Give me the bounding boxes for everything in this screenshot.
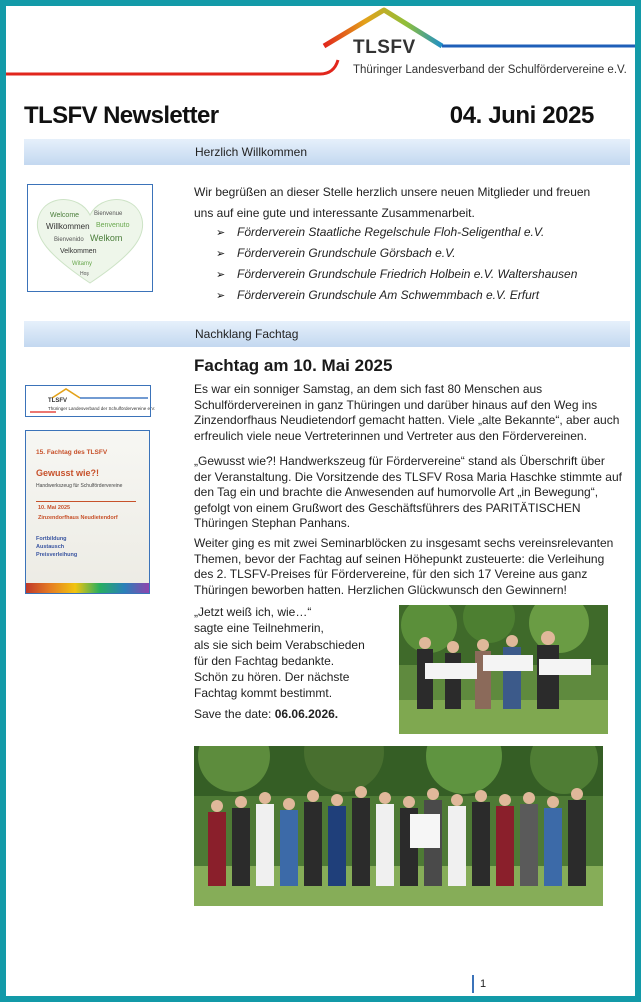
arrow-bullet-icon: ➢: [216, 227, 226, 239]
list-item: [216, 264, 577, 285]
welcome-intro-line1: Wir begrüßen an dieser Stelle herzlich unsere neuen Mitglieder und freuen: [194, 185, 591, 199]
mini-logo-long: Thüringer Landesverband der Schulfördervereine e.V.: [48, 406, 156, 411]
flyer-title: Gewusst wie?!: [36, 468, 100, 478]
svg-text:Bienvenue: Bienvenue: [94, 211, 123, 217]
flyer-date: 10. Mai 2025: [38, 505, 71, 511]
quote-line: für den Fachtag bedankte.: [194, 653, 335, 668]
fachtag-flyer: [25, 430, 150, 594]
quote-line: sagte eine Teilnehmerin,: [194, 621, 324, 636]
list-item: [216, 243, 577, 264]
svg-text:Benvenuto: Benvenuto: [96, 222, 130, 229]
section-label-fachtag: Nachklang Fachtag: [195, 327, 299, 341]
flyer-line: 15. Fachtag des TLSFV: [36, 449, 108, 456]
newsletter-date: 04. Juni 2025: [449, 102, 594, 129]
participant-quote: [194, 604, 384, 702]
save-the-date-label: Save the date:: [194, 707, 272, 721]
list-item: [216, 222, 577, 243]
heart-wordcloud-icon: [27, 184, 153, 292]
newsletter-title: TLSFV Newsletter: [24, 102, 219, 129]
section-label-welcome: Herzlich Willkommen: [195, 145, 308, 159]
save-the-date-value: 06.06.2026.: [274, 707, 339, 721]
fachtag-paragraph-2: „Gewusst wie?! Handwerkszeug für Fördervereine“ stand als Überschrift über der Veranstaltung. Die Vorsitzende des TLSFV Rosa Maria Haschke stimmte auf den Tag ein und brachte die Anwesenden auf humorvolle Art „in Bewegung“, gefolgt von einem Grußwort des Geschäftsführers des PARITÄTISCHEN Thüringen Stephan Panhans.: [194, 454, 622, 530]
member-name: Förderverein Grundschule Görsbach e.V.: [237, 246, 456, 260]
mini-logo-short: TLSFV: [48, 398, 67, 404]
arrow-bullet-icon: ➢: [216, 269, 226, 281]
quote-line: „Jetzt weiß ich, wie…“: [194, 605, 312, 619]
mini-logo-roof-icon: [26, 386, 150, 416]
svg-text:Velkommen: Velkommen: [60, 248, 97, 255]
svg-text:Hoş: Hoş: [80, 271, 89, 277]
quote-line: Fachtag kommt bestimmt.: [194, 686, 333, 701]
award-winners-photo: [399, 605, 608, 734]
svg-text:Bienvenido: Bienvenido: [54, 237, 84, 243]
member-name: Förderverein Grundschule Am Schwemmbach e.V. Erfurt: [237, 288, 540, 302]
quote-line: Schön zu hören. Der nächste: [194, 670, 350, 685]
flyer-topics: [36, 535, 77, 559]
save-the-date: [194, 707, 338, 721]
flyer-topic: Fortbildung: [36, 536, 67, 542]
svg-text:Willkommen: Willkommen: [46, 222, 90, 231]
arrow-bullet-icon: ➢: [216, 248, 226, 260]
svg-text:Witamy: Witamy: [72, 261, 92, 267]
member-name: Förderverein Grundschule Friedrich Holbein e.V. Waltershausen: [237, 267, 578, 281]
flyer-topic: Preisverleihung: [36, 552, 78, 558]
arrow-bullet-icon: ➢: [216, 290, 226, 302]
newsletter-page: [6, 6, 635, 996]
mini-logo: [25, 385, 156, 417]
welcome-intro: [194, 182, 614, 224]
fachtag-heading: Fachtag am 10. Mai 2025: [194, 356, 393, 375]
title-row: [24, 102, 594, 132]
flyer-rainbow-bar: [26, 583, 149, 593]
list-item: [216, 285, 577, 306]
section-band-welcome: [24, 139, 630, 165]
fachtag-paragraph-3: Weiter ging es mit zwei Seminarblöcken zu insgesamt sechs vereinsrelevanten Themen, bevor der Fachtag auf seinen Höhepunkt zusteuerte: die Verleihung des 2. TLSFV-Preises für Fördervereine, für den sich 17 Vereine aus ganz Thüringen beworben hatten. Herzlichen Glückwunsch den Gewinnern!: [194, 536, 614, 597]
fachtag-paragraph-1: Es war ein sonniger Samstag, an dem sich fast 80 Menschen aus Schulfördervereinen in ganz Thüringen und darüber hinaus auf den Weg ins Zinzendorfhaus Neudietendorf gemacht hatten. Viele „alte Bekannte“, aber auch erfreulich viele neue Vertreterinnen und Vertreter aus den Fördervereinen.: [194, 382, 620, 443]
svg-text:Welkom: Welkom: [90, 233, 123, 243]
new-members-list: [216, 222, 577, 306]
flyer-topic: Austausch: [36, 544, 65, 550]
welcome-intro-line2: uns auf eine gute und interessante Zusammenarbeit.: [194, 206, 475, 220]
header-org-short: TLSFV: [353, 37, 416, 58]
svg-text:Welcome: Welcome: [50, 212, 80, 219]
flyer-divider: [36, 501, 136, 502]
section-band-fachtag: [24, 321, 630, 347]
flyer-subtitle: Handwerkszeug für Schulfördervereine: [36, 483, 123, 489]
member-name: Förderverein Staatliche Regelschule Floh-Seligenthal e.V.: [237, 225, 545, 239]
quote-line: als sie sich beim Verabschieden: [194, 637, 365, 652]
page-number: 1: [472, 975, 486, 993]
group-photo: [194, 746, 603, 906]
flyer-venue: Zinzendorfhaus Neudietendorf: [38, 515, 118, 521]
header-org-long: Thüringer Landesverband der Schulfördervereine e.V.: [353, 64, 627, 76]
